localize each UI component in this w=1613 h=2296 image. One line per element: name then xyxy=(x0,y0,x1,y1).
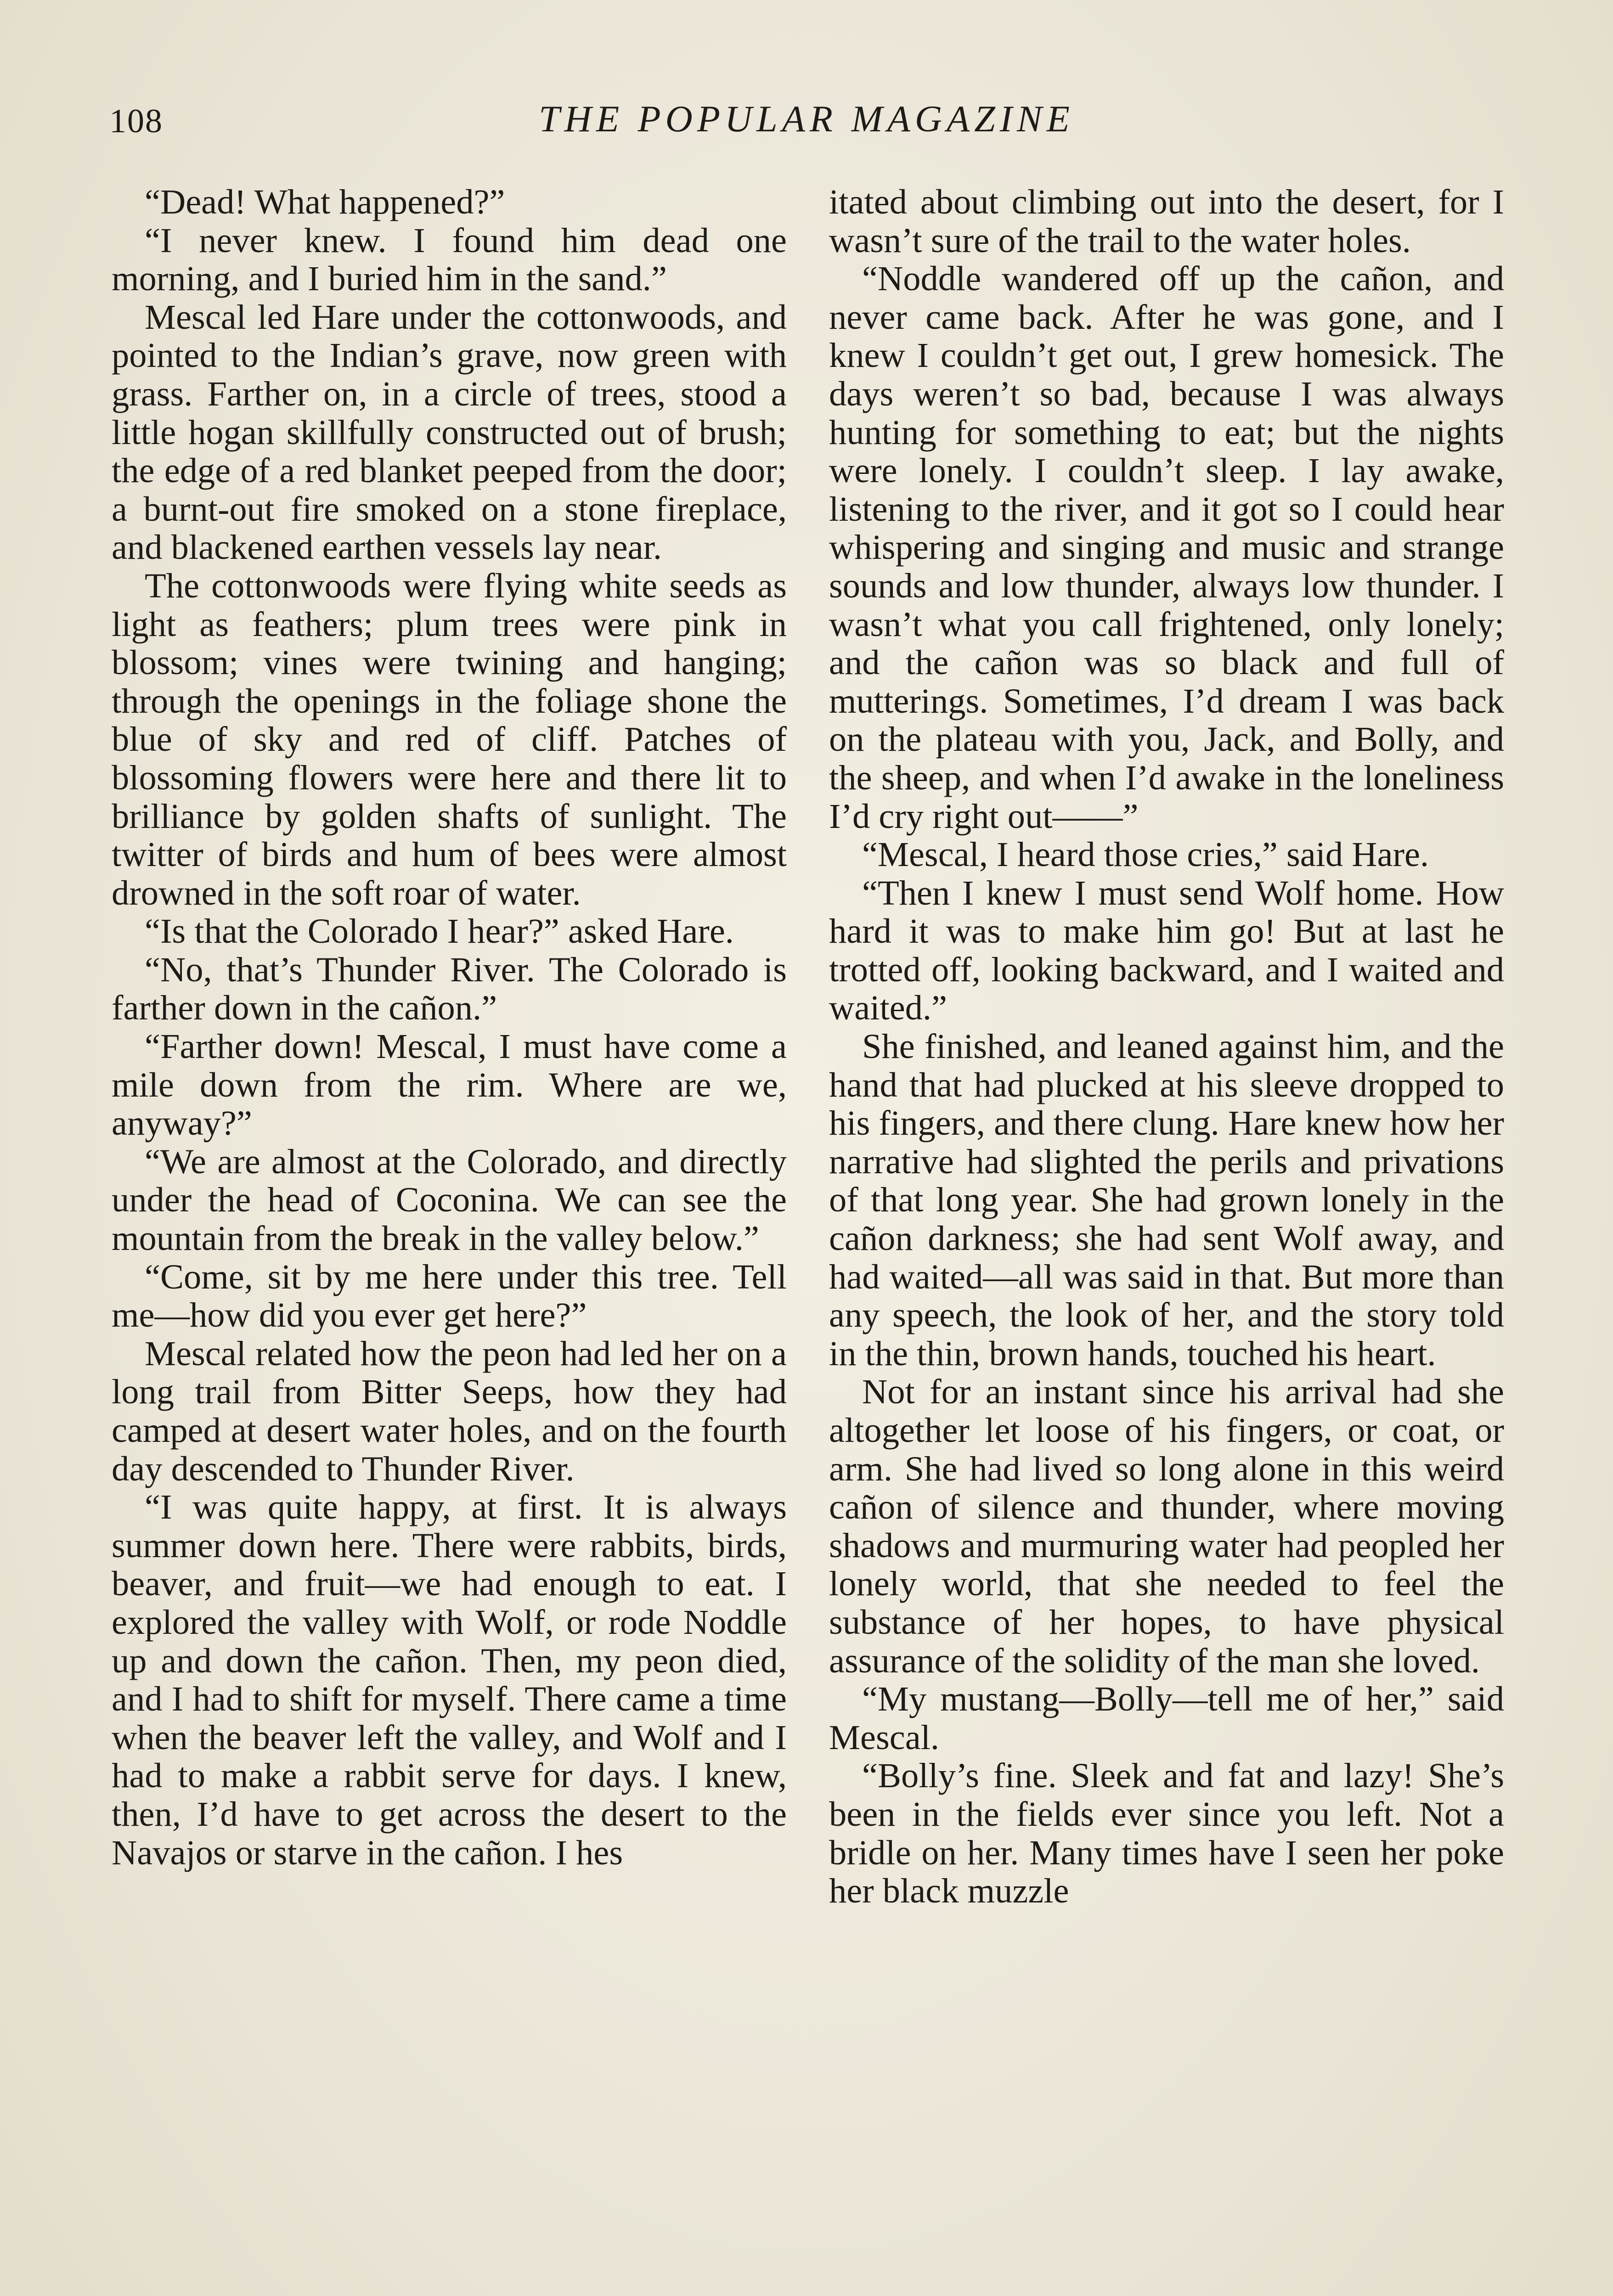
paragraph: Not for an instant since his arrival had she altogether let loose of his fingers, or coat, or arm. She had lived so long alone in this weird cañon of silence and thunder, where moving shadows and murmuring water had peopled her lonely world, that she needed to feel the substance of her hopes, to have physical assurance of the solidity of the man she loved. xyxy=(829,1372,1504,1680)
paragraph: “Mescal, I heard those cries,” said Hare. xyxy=(862,835,1429,874)
paragraph: Mescal related how the peon had led her on a long trail from Bitter Seeps, how they had camped at desert water holes, and on the fourth day descended to Thunder River. xyxy=(112,1334,787,1488)
paragraph: “I was quite happy, at first. It is always summer down here. There were rabbits, birds, beaver, and fruit—we had enough to eat. I explored the valley with Wolf, or rode Noddle up and down the cañon. Then, my peon died, and I had to shift for myself. There came a time when the beaver left the valley, and Wolf and I had to make a rabbit serve for days. I knew, then, I’d have to get across the desert to the Navajos or starve in the cañon. I hes xyxy=(112,1487,787,1872)
paragraph: The cottonwoods were flying white seeds as light as feathers; plum trees were pink in blossom; vines were twining and hanging; through the openings in the foliage shone the blue of sky and red of cliff. Patches of blossoming flowers were here and there lit to brilliance by golden shafts of sunlight. The twitter of birds and hum of bees were almost drowned in the soft roar of water. xyxy=(112,566,787,912)
paragraph: “Dead! What happened?” xyxy=(145,182,505,221)
running-head: THE POPULAR MAGAZINE xyxy=(539,98,1074,140)
paragraph: “Bolly’s fine. Sleek and fat and lazy! She’s been in the fields ever since you left. Not a bridle on her. Many times have I seen her poke her black muzzle xyxy=(829,1756,1504,1911)
paragraph: “I never knew. I found him dead one morning, and I buried him in the sand.” xyxy=(112,220,787,298)
paragraph: She finished, and leaned against him, and the hand that had plucked at his sleeve dropped to his fingers, and there clung. Hare knew how her narrative had slighted the perils and privations of that long year. She had grown lonely in the cañon darkness; she had sent Wolf away, and had waited—all was said in that. But more than any speech, the look of her, and the story told in the thin, brown hands, touched his heart. xyxy=(829,1027,1505,1373)
paragraph: “My mustang—Bolly—tell me of her,” said Mescal. xyxy=(829,1679,1504,1757)
right-column xyxy=(829,183,1504,1910)
paragraph: itated about climbing out into the desert, for I wasn’t sure of the trail to the water holes. xyxy=(829,182,1504,260)
paragraph: “Come, sit by me here under this tree. Tell me—how did you ever get here?” xyxy=(112,1257,787,1335)
paragraph: “We are almost at the Colorado, and directly under the head of Coconina. We can see the mountain from the break in the valley below.” xyxy=(112,1142,787,1258)
paragraph: “Farther down! Mescal, I must have come a mile down from the rim. Where are we, anyway?” xyxy=(112,1027,787,1143)
page-number: 108 xyxy=(109,102,163,140)
paragraph: Mescal led Hare under the cottonwoods, and pointed to the Indian’s grave, now green with grass. Farther on, in a circle of trees, stood a little hogan skillfully constructed out of brush; the edge of a red blanket peeped from the door; a burnt-out fire smoked on a stone fireplace, and blackened earthen vessels lay near. xyxy=(112,297,787,567)
paragraph: “Noddle wandered off up the cañon, and never came back. After he was gone, and I knew I couldn’t get out, I grew homesick. The days weren’t so bad, because I was always hunting for something to eat; but the nights were lonely. I couldn’t sleep. I lay awake, listening to the river, and it got so I could hear whispering and singing and music and strange sounds and low thunder, always low thunder. I wasn’t what you call frightened, only lonely; and the cañon was so black and full of mutterings. Sometimes, I’d dream I was back on the plateau with you, Jack, and Bolly, and the sheep, and when I’d awake in the loneliness I’d cry right out——” xyxy=(829,259,1504,836)
paragraph: “Is that the Colorado I hear?” asked Hare. xyxy=(145,912,734,951)
left-column xyxy=(112,183,787,1872)
paragraph: “No, that’s Thunder River. The Colorado is farther down in the cañon.” xyxy=(112,950,787,1028)
paragraph: “Then I knew I must send Wolf home. How hard it was to make him go! But at last he trotted off, looking backward, and I waited and waited.” xyxy=(829,873,1504,1028)
